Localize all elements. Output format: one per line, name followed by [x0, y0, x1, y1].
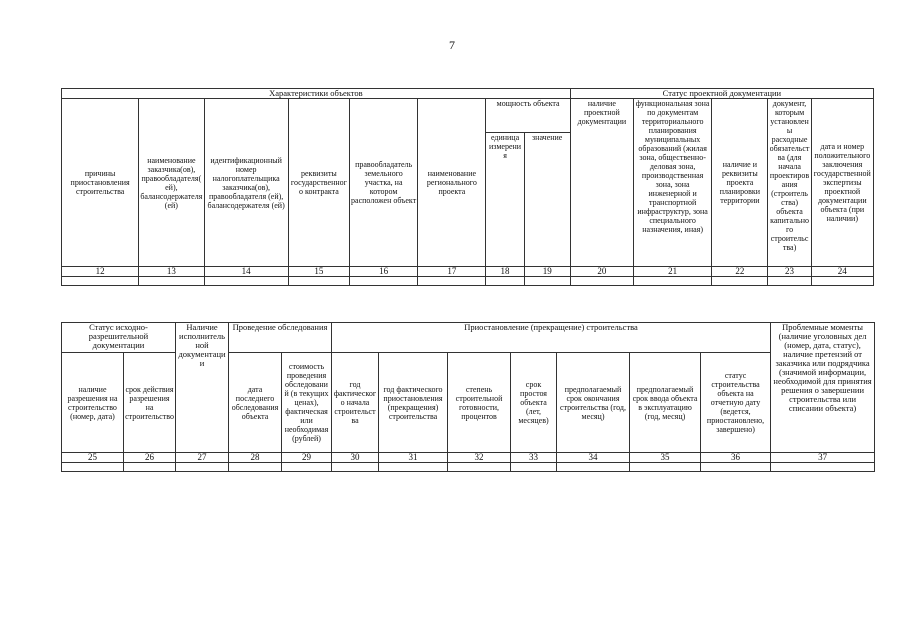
empty-cell: [62, 277, 139, 286]
empty-cell: [176, 463, 229, 472]
col-number: 20: [570, 267, 633, 277]
empty-cell: [282, 463, 332, 472]
col-number: 28: [229, 453, 282, 463]
empty-cell: [139, 277, 204, 286]
header-executive-docs: Наличие исполнительной документации: [176, 323, 229, 453]
col-number: 29: [282, 453, 332, 463]
col-number: 21: [633, 267, 711, 277]
col-number: 16: [350, 267, 418, 277]
col-number: 31: [379, 453, 448, 463]
col-number: 23: [768, 267, 811, 277]
header-capacity: мощность объекта: [486, 99, 570, 133]
col-number: 22: [712, 267, 768, 277]
empty-cell: [701, 463, 771, 472]
empty-cell: [418, 277, 486, 286]
col-header-12: причины приостановления строительства: [62, 99, 139, 267]
empty-cell: [570, 277, 633, 286]
col-header-33: срок простоя объекта (лет, месяцев): [511, 353, 557, 453]
col-number: 32: [448, 453, 511, 463]
col-header-30: год фактического начала строительства: [332, 353, 379, 453]
construction-status-table: [61, 322, 875, 472]
col-header-32: степень строительной готовности, процентов: [448, 353, 511, 453]
col-number: 25: [62, 453, 124, 463]
empty-cell: [630, 463, 701, 472]
col-number: 33: [511, 453, 557, 463]
col-number: 30: [332, 453, 379, 463]
col-number: 34: [557, 453, 630, 463]
empty-cell: [448, 463, 511, 472]
empty-cell: [62, 463, 124, 472]
empty-cell: [332, 463, 379, 472]
empty-cell: [204, 277, 288, 286]
empty-cell: [379, 463, 448, 472]
header-project-docs-status: Статус проектной документации: [570, 89, 873, 99]
col-number: 12: [62, 267, 139, 277]
empty-cell: [524, 277, 570, 286]
empty-cell: [557, 463, 630, 472]
col-header-20: наличие проектной документации: [570, 99, 633, 267]
col-header-24: дата и номер положительного заключения государственной экспертизы проектной документации объекта (при наличии): [811, 99, 873, 267]
col-number: 17: [418, 267, 486, 277]
col-header-28: дата последнего обследования объекта: [229, 353, 282, 453]
empty-cell: [712, 277, 768, 286]
header-problems: Проблемные моменты (наличие уголовных дел (номер, дата, статус), наличие претензий от заказчика или подрядчика (значимой информации, необходимой для принятия решения о завершении строительства или списании объекта): [771, 323, 875, 453]
empty-cell: [124, 463, 176, 472]
col-header-22: наличие и реквизиты проекта планировки территории: [712, 99, 768, 267]
header-initial-permit-status: Статус исходно-разрешительной документации: [62, 323, 176, 353]
empty-cell: [771, 463, 875, 472]
col-header-15: реквизиты государственного контракта: [288, 99, 349, 267]
header-inspection: Проведение обследования: [229, 323, 332, 353]
empty-cell: [811, 277, 873, 286]
col-header-26: срок действия разрешения на строительство: [124, 353, 176, 453]
col-number: 24: [811, 267, 873, 277]
col-header-23: документ, которым установлены расходные обязательства (для начала проектирования (строительства) объекта капитального строительства): [768, 99, 811, 267]
col-header-21: функциональная зона по документам территориального планирования муниципальных образований (жилая зона, общественно-деловая зона, производственная зона, зона инженерной и транспортной инфраструктур, зона специального назначения, иная): [633, 99, 711, 267]
empty-cell: [633, 277, 711, 286]
empty-cell: [229, 463, 282, 472]
page-number: 7: [449, 38, 455, 52]
col-number: 35: [630, 453, 701, 463]
header-object-characteristics: Характеристики объектов: [62, 89, 571, 99]
col-header-14: идентификационный номер налогоплательщика заказчика(ов), правообладателя (ей), балансодержателя (ей): [204, 99, 288, 267]
col-header-35: предполагаемый срок ввода объекта в эксплуатацию (год, месяц): [630, 353, 701, 453]
col-header-18: единица измерения: [486, 133, 524, 267]
col-number: 26: [124, 453, 176, 463]
col-header-17: наименование регионального проекта: [418, 99, 486, 267]
col-number: 15: [288, 267, 349, 277]
col-header-31: год фактического приостановления (прекращения) строительства: [379, 353, 448, 453]
col-header-13: наименование заказчика(ов), правообладателя(ей), балансодержателя(ей): [139, 99, 204, 267]
header-suspension: Приостановление (прекращение) строительства: [332, 323, 771, 353]
col-header-34: предполагаемый срок окончания строительства (год, месяц): [557, 353, 630, 453]
empty-cell: [288, 277, 349, 286]
col-header-19: значение: [524, 133, 570, 267]
empty-cell: [511, 463, 557, 472]
empty-cell: [486, 277, 524, 286]
col-header-36: статус строительства объекта на отчетную дату (ведется, приостановлено, завершено): [701, 353, 771, 453]
col-header-29: стоимость проведения обследований (в текущих ценах), фактическая или необходимая (рублей): [282, 353, 332, 453]
col-number: 27: [176, 453, 229, 463]
empty-cell: [350, 277, 418, 286]
col-number: 36: [701, 453, 771, 463]
col-number: 19: [524, 267, 570, 277]
col-number: 37: [771, 453, 875, 463]
col-header-25: наличие разрешения на строительство (номер, дата): [62, 353, 124, 453]
col-header-16: правообладатель земельного участка, на котором расположен объект: [350, 99, 418, 267]
col-number: 13: [139, 267, 204, 277]
col-number: 18: [486, 267, 524, 277]
col-number: 14: [204, 267, 288, 277]
empty-cell: [768, 277, 811, 286]
object-characteristics-table: [61, 88, 874, 286]
